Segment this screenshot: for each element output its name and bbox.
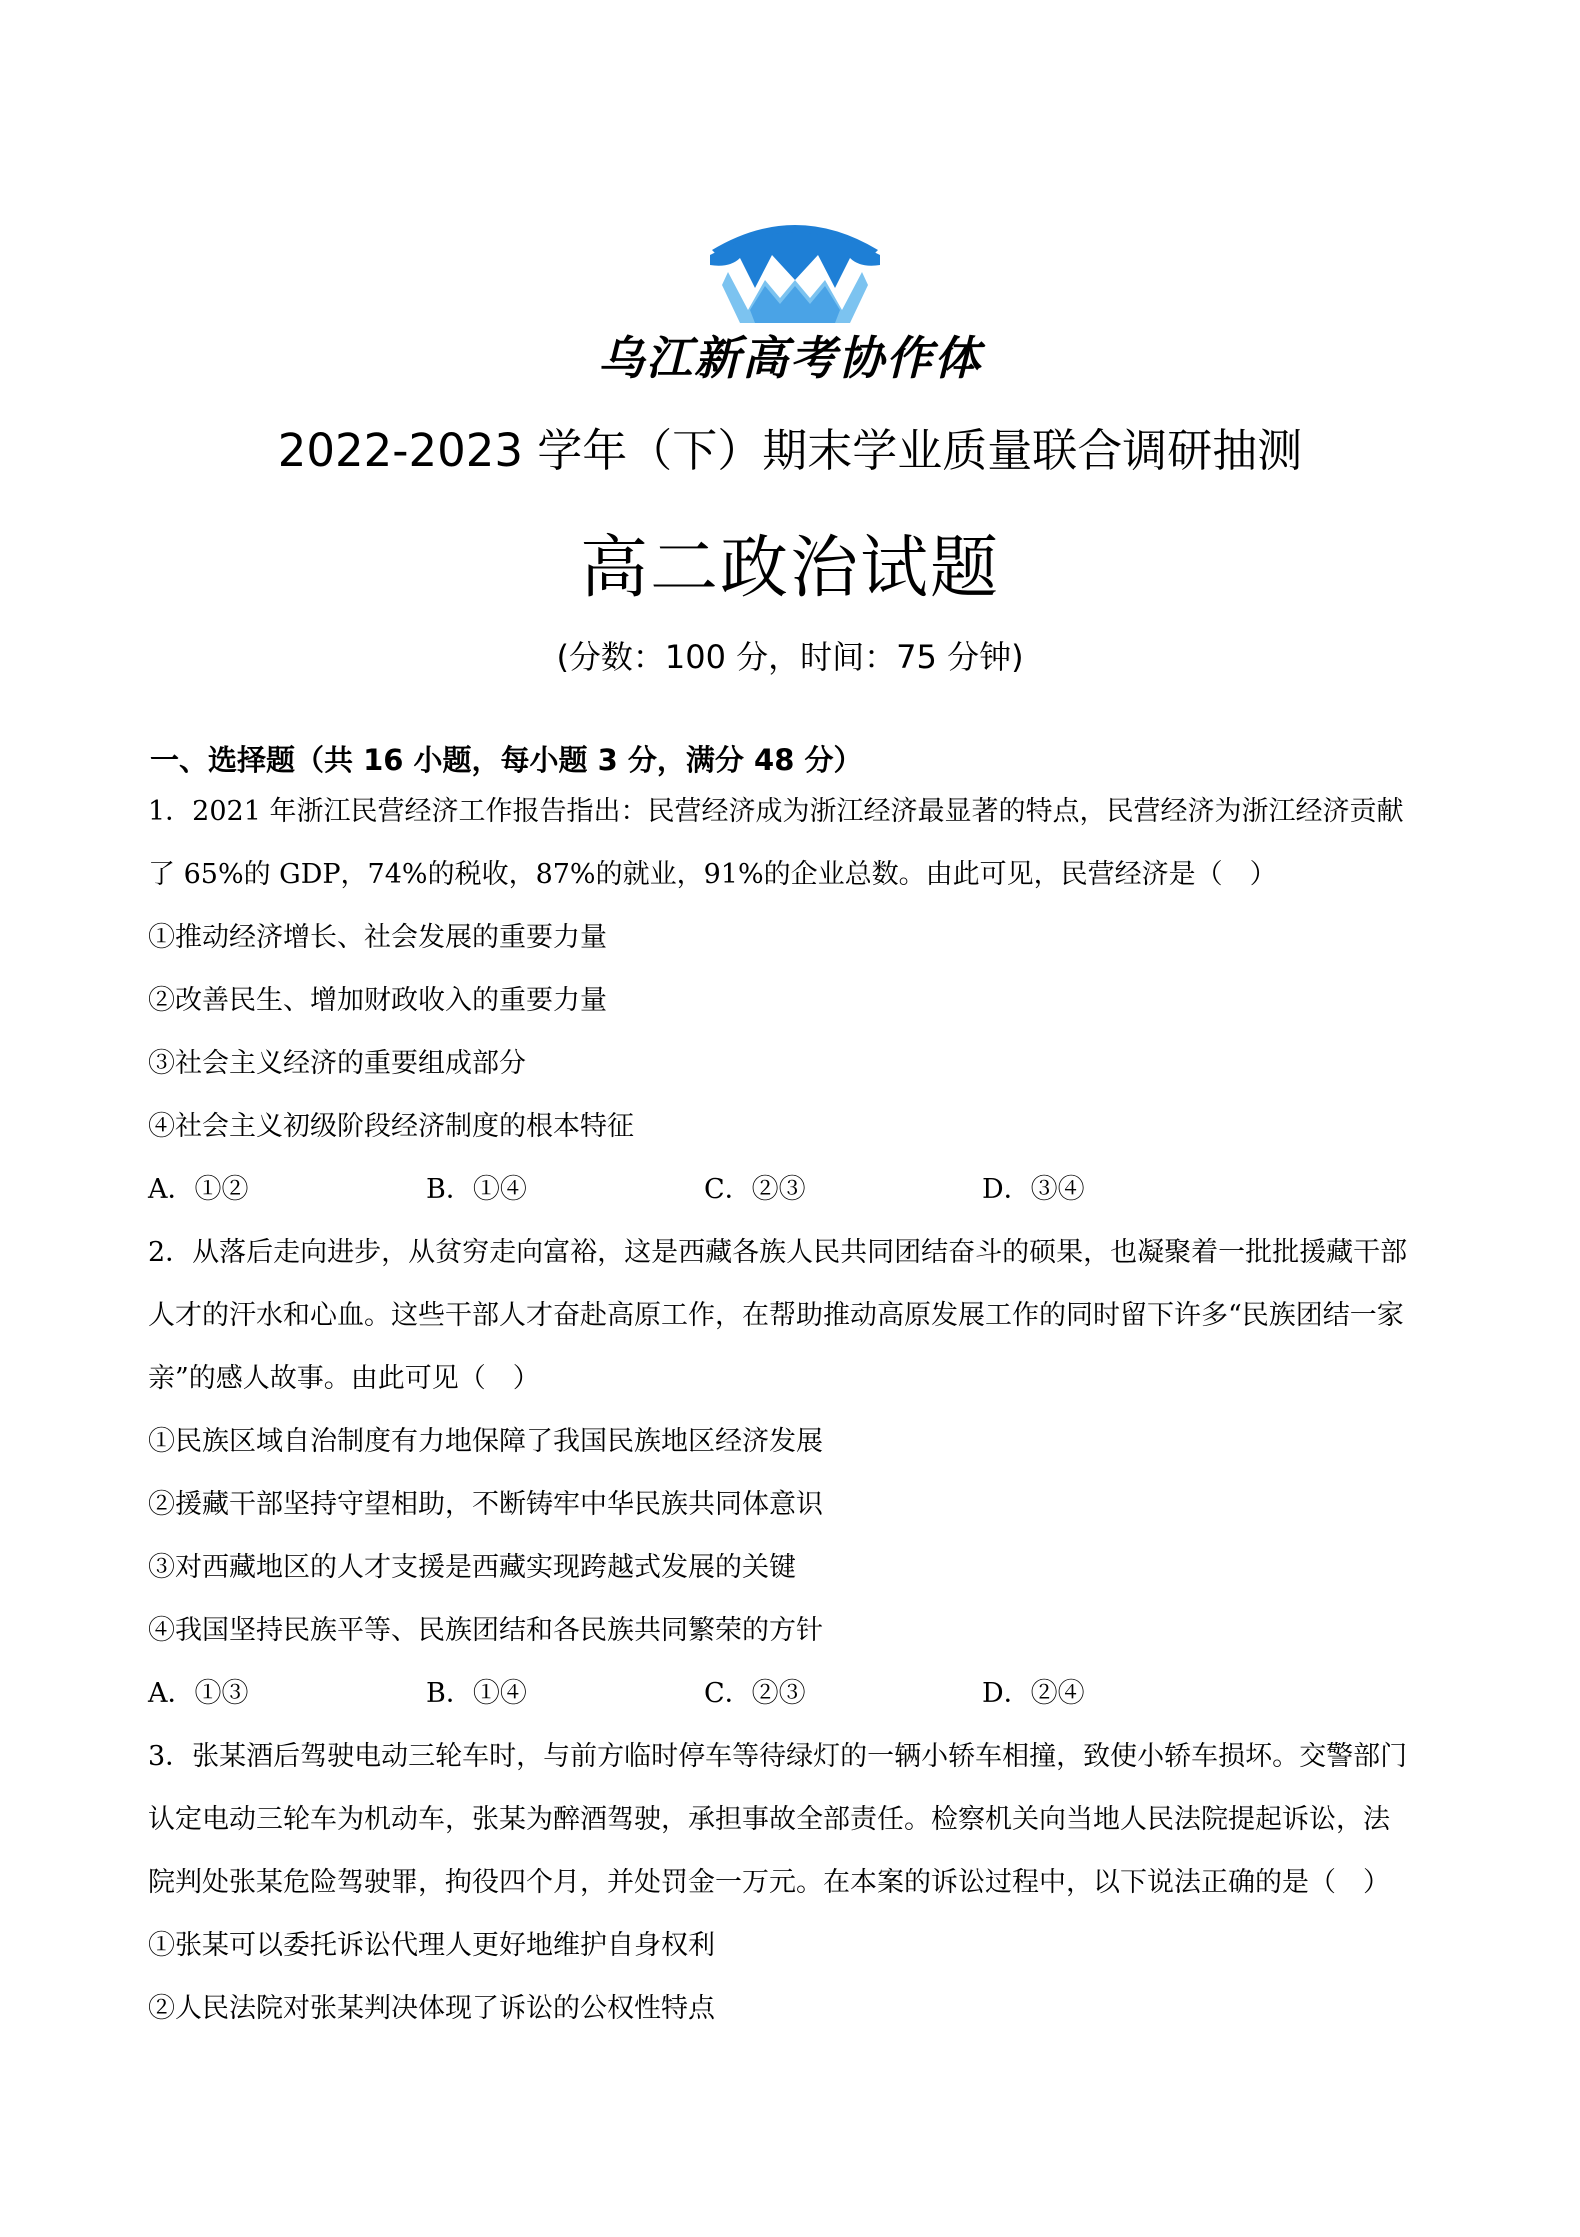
answer-options xyxy=(148,1158,1448,1221)
option-d: D．②④ xyxy=(982,1678,1085,1709)
option-b: B．①④ xyxy=(426,1678,527,1709)
question-list xyxy=(148,780,1448,2040)
statement-item: ④我国坚持民族平等、民族团结和各民族共同繁荣的方针 xyxy=(148,1615,823,1646)
statement-item: ③社会主义经济的重要组成部分 xyxy=(148,1048,526,1079)
option-b: B．①④ xyxy=(426,1174,527,1205)
exam-title: 高二政治试题 xyxy=(579,529,1000,608)
statement-item: ②援藏干部坚持守望相助，不断铸牢中华民族共同体意识 xyxy=(148,1489,823,1520)
exam-subtitle: 2022-2023 学年（下）期末学业质量联合调研抽测 xyxy=(277,424,1303,477)
option-a: A．①③ xyxy=(148,1678,249,1709)
statement-item: ②改善民生、增加财政收入的重要力量 xyxy=(148,985,607,1016)
section-heading: 一、选择题（共 16 小题，每小题 3 分，满分 48 分） xyxy=(150,743,863,777)
logo-text: 乌江新高考协作体 xyxy=(598,331,982,385)
option-a: A．①② xyxy=(148,1174,249,1205)
question-text-line: 认定电动三轮车为机动车，张某为醉酒驾驶，承担事故全部责任。检察机关向当地人民法院提起诉讼，法 xyxy=(148,1804,1390,1835)
statement-item: ①推动经济增长、社会发展的重要力量 xyxy=(148,922,607,953)
statement-item: ②人民法院对张某判决体现了诉讼的公权性特点 xyxy=(148,1993,715,2024)
question-text-line: 3．张某酒后驾驶电动三轮车时，与前方临时停车等待绿灯的一辆小轿车相撞，致使小轿车损坏。交警部门 xyxy=(148,1741,1408,1772)
option-c: C．②③ xyxy=(704,1678,806,1709)
option-d: D．③④ xyxy=(982,1174,1085,1205)
question-3 xyxy=(148,1725,1448,2040)
statement-item: ①民族区域自治制度有力地保障了我国民族地区经济发展 xyxy=(148,1426,823,1457)
exam-meta: (分数：100 分，时间：75 分钟) xyxy=(556,638,1024,676)
question-text-line: 院判处张某危险驾驶罪，拘役四个月，并处罚金一万元。在本案的诉讼过程中，以下说法正确的是（ ） xyxy=(148,1867,1390,1898)
answer-options xyxy=(148,1662,1448,1725)
logo-icon xyxy=(710,210,880,325)
statement-item: ①张某可以委托诉讼代理人更好地维护自身权利 xyxy=(148,1930,715,1961)
question-text-line: 1．2021 年浙江民营经济工作报告指出：民营经济成为浙江经济最显著的特点，民营经济为浙江经济贡献 xyxy=(148,796,1404,827)
question-2 xyxy=(148,1221,1448,1725)
question-text-line: 亲”的感人故事。由此可见（ ） xyxy=(148,1363,540,1394)
question-1 xyxy=(148,780,1448,1221)
statement-item: ③对西藏地区的人才支援是西藏实现跨越式发展的关键 xyxy=(148,1552,796,1583)
question-text-line: 2．从落后走向进步，从贫穷走向富裕，这是西藏各族人民共同团结奋斗的硕果，也凝聚着一批批援藏干部 xyxy=(148,1237,1408,1268)
statement-item: ④社会主义初级阶段经济制度的根本特征 xyxy=(148,1111,634,1142)
question-text-line: 了 65%的 GDP，74%的税收，87%的就业，91%的企业总数。由此可见，民营经济是（ ） xyxy=(148,859,1277,890)
question-text-line: 人才的汗水和心血。这些干部人才奋赴高原工作，在帮助推动高原发展工作的同时留下许多“民族团结一家 xyxy=(148,1300,1404,1331)
option-c: C．②③ xyxy=(704,1174,806,1205)
